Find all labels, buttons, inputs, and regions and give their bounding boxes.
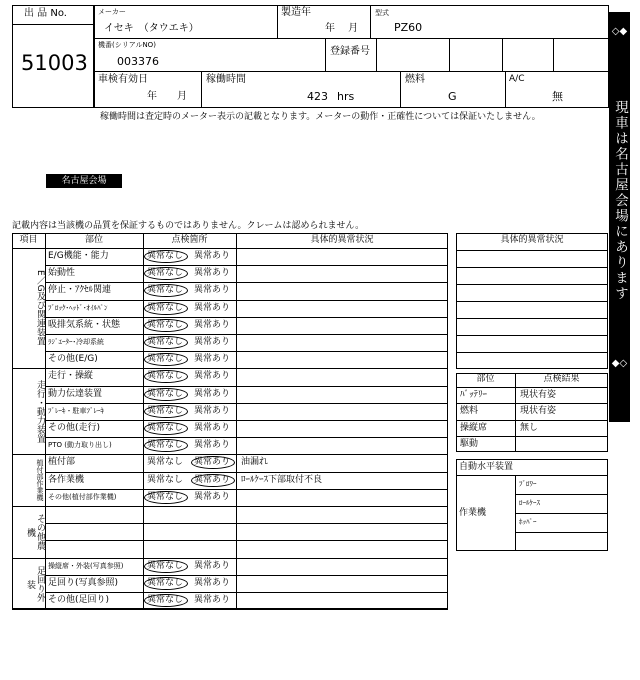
status-ok: 異常なし — [147, 285, 184, 295]
status-ng: 異常あり — [194, 457, 231, 467]
status-ng: 異常あり — [194, 371, 231, 381]
right-detail-header: 具体的異常状況 — [500, 235, 564, 245]
model-label: 型式 — [375, 9, 389, 17]
part-label: その他(足回り) — [48, 595, 110, 605]
status-mark-icon — [144, 302, 188, 315]
lot-label: 出 品 No. — [24, 8, 67, 19]
inspection-label: 車検有効日 — [98, 74, 148, 85]
ac-label: A/C — [509, 74, 525, 84]
status-ok: 異常なし — [147, 406, 184, 416]
status-ok: 異常なし — [147, 303, 184, 313]
maker-value: イセキ （タウエキ） — [104, 23, 199, 34]
status-mark-icon — [144, 336, 188, 349]
status-mark-icon — [144, 388, 188, 401]
hours-unit: hrs — [337, 90, 355, 103]
status-ok: 異常なし — [147, 595, 184, 605]
location-sidebar — [609, 12, 630, 422]
part-label: その他(植付部作業機) — [48, 493, 117, 501]
part-label: 吸排気系統・状態 — [48, 320, 121, 330]
status-mark-icon — [144, 491, 188, 504]
fuel-value: G — [448, 90, 457, 103]
hours-label: 稼働時間 — [206, 74, 246, 85]
diamond-bottom-icon: ◆◇ — [611, 358, 628, 369]
header-part: 部位 — [84, 235, 103, 245]
implement-item: ﾎｯﾊﾟｰ — [519, 518, 537, 526]
status-ng: 異常あり — [194, 337, 231, 347]
serial-label: 機番(シリアルNO) — [98, 41, 156, 49]
year-unit: 年 月 — [325, 23, 359, 34]
status-ng: 異常あり — [194, 354, 231, 364]
status-ng: 異常あり — [194, 251, 231, 261]
registration-label: 登録番号 — [330, 46, 370, 57]
part-label: ﾌﾞﾛｯｸ･ﾍｯﾄﾞ･ｵｲﾙﾊﾟﾝ — [48, 304, 108, 312]
status-ok: 異常なし — [147, 578, 184, 588]
status-ok: 異常なし — [147, 440, 184, 450]
part-label: ﾗｼﾞｴｰﾀｰ･冷却系統 — [48, 338, 104, 346]
year-label: 製造年 — [281, 7, 311, 18]
inspection-part: 燃料 — [460, 406, 479, 416]
inspection-result: 現状有姿 — [520, 390, 557, 400]
ac-value: 無 — [552, 90, 563, 103]
part-label: ﾌﾞﾚｰｷ・駐車ﾌﾞﾚｰｷ — [48, 407, 104, 415]
implement-item: ﾌﾞﾛﾜｰ — [519, 480, 537, 488]
header-item: 項目 — [19, 235, 38, 245]
status-mark-icon — [144, 594, 188, 607]
part-label: 始動性 — [48, 268, 76, 278]
group-label: 走行・動力装置 — [35, 379, 45, 443]
part-label: 植付部 — [48, 457, 76, 467]
part-label: その他(走行) — [48, 423, 101, 433]
header-detail: 具体的異常状況 — [310, 235, 374, 245]
status-ng: 異常あり — [194, 406, 231, 416]
status-ng: 異常あり — [194, 578, 231, 588]
part-label: 足回り(写真参照) — [48, 578, 119, 588]
part-label: 操縦席・外装(写真参照) — [48, 562, 124, 570]
status-ng: 異常あり — [194, 285, 231, 295]
model-value: PZ60 — [394, 21, 423, 34]
status-mark-icon — [144, 353, 188, 366]
status-ok: 異常なし — [147, 268, 184, 278]
status-ok: 異常なし — [147, 371, 184, 381]
status-ng: 異常あり — [194, 475, 231, 485]
serial-value: 003376 — [117, 55, 159, 68]
status-ng: 異常あり — [194, 561, 231, 571]
status-mark-icon — [144, 319, 188, 332]
status-ng: 異常あり — [194, 389, 231, 399]
status-mark-icon — [144, 250, 188, 263]
status-mark-icon — [144, 284, 188, 297]
status-ng: 異常あり — [194, 423, 231, 433]
status-ng: 異常あり — [194, 303, 231, 313]
fuel-label: 燃料 — [405, 74, 425, 85]
status-ng: 異常あり — [194, 268, 231, 278]
inspection-part: ﾊﾞｯﾃﾘｰ — [460, 390, 488, 400]
inspection-part: 駆動 — [460, 439, 479, 449]
status-mark-icon — [144, 439, 188, 452]
inspection-result: 無し — [520, 423, 539, 433]
part-label: E/G機能・能力 — [48, 251, 109, 261]
diamond-top-icon: ◇◆ — [611, 26, 628, 37]
status-mark-icon — [144, 405, 188, 418]
inspection-header-part: 部位 — [476, 374, 495, 384]
header-check: 点検箇所 — [171, 235, 208, 245]
part-label: 動力伝達装置 — [48, 389, 103, 399]
status-ok: 異常なし — [147, 561, 184, 571]
status-ok: 異常なし — [147, 337, 184, 347]
status-mark-icon — [144, 370, 188, 383]
status-ok: 異常なし — [147, 354, 184, 364]
status-ng: 異常あり — [194, 492, 231, 502]
implement-item: ﾛｰﾙｹｰｽ — [519, 499, 540, 507]
status-ng: 異常あり — [194, 440, 231, 450]
group-label: E／G及び関連装置 — [35, 270, 45, 346]
disclaimer: 記載内容は当該機の品質を保証するものではありません。クレームは認められません。 — [12, 221, 365, 231]
inspection-result: 現状有姿 — [520, 406, 557, 416]
inspection-header-result: 点検結果 — [543, 374, 580, 384]
group-label: 植付部作業機 — [36, 459, 44, 501]
part-label: 停止・ｱｸｾﾙ関連 — [48, 285, 112, 295]
work-label: 作業機 — [459, 508, 487, 518]
status-ok: 異常なし — [147, 492, 184, 502]
maker-label: メーカー — [98, 8, 126, 16]
status-ng: 異常あり — [194, 320, 231, 330]
status-mark-icon — [144, 577, 188, 590]
inspection-part: 操縦席 — [460, 423, 488, 433]
venue-badge: 名古屋会場 — [46, 174, 122, 188]
status-mark-icon — [144, 422, 188, 435]
status-ok: 異常なし — [147, 457, 184, 467]
detail-text: ﾛｰﾙｹｰｽ下部取付不良 — [241, 475, 323, 485]
status-mark-icon — [144, 560, 188, 573]
inspection-unit: 年 月 — [147, 91, 187, 102]
status-ok: 異常なし — [147, 389, 184, 399]
auto-level-label: 自動水平装置 — [459, 462, 514, 472]
status-ok: 異常なし — [147, 475, 184, 485]
part-label: その他(E/G) — [48, 354, 98, 364]
location-note: 現車は名古屋会場にあります — [612, 100, 628, 302]
part-label: PTO (動力取り出し) — [48, 441, 112, 449]
status-mark-icon — [144, 267, 188, 280]
hours-note: 稼働時間は査定時のメーター表示の記載となります。メーターの動作・正確性については保証いたしません。 — [100, 112, 541, 122]
status-mark-icon — [191, 474, 235, 487]
status-ng: 異常あり — [194, 595, 231, 605]
status-ok: 異常なし — [147, 251, 184, 261]
part-label: 各作業機 — [48, 475, 85, 485]
group-label: 足回り外装 — [25, 566, 45, 602]
hours-value: 423 — [307, 90, 328, 103]
group-label: その他農機 — [25, 514, 45, 550]
status-ok: 異常なし — [147, 423, 184, 433]
status-ok: 異常なし — [147, 320, 184, 330]
status-mark-icon — [191, 456, 235, 469]
part-label: 走行・操縦 — [48, 371, 94, 381]
detail-text: 油漏れ — [241, 457, 269, 467]
lot-number: 51003 — [21, 51, 88, 75]
